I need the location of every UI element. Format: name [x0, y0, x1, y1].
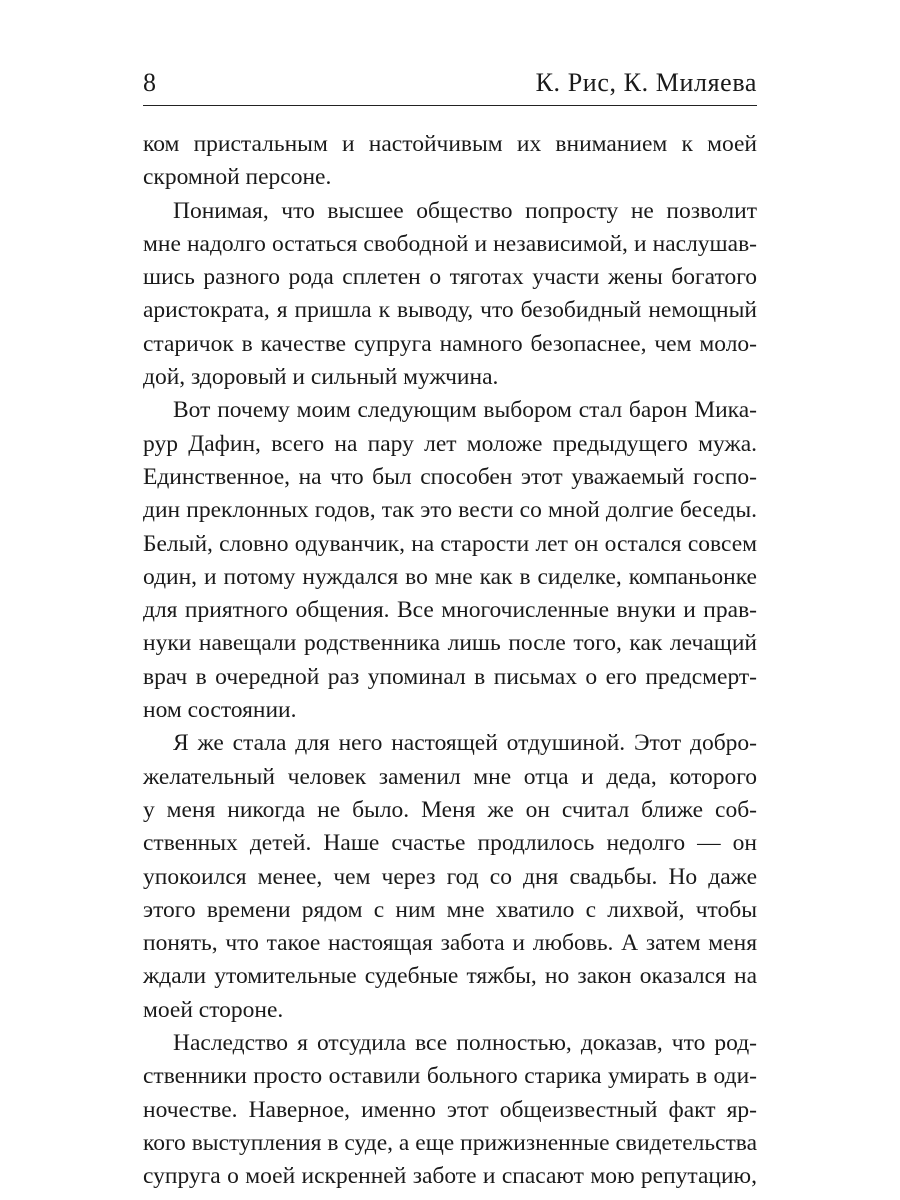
running-head	[143, 66, 757, 100]
text-line: моей стороне.	[143, 996, 284, 1023]
text-line: понять, что такое настоящая забота и любовь. А затем меня	[143, 930, 757, 957]
paragraph	[143, 195, 757, 395]
text-line: ственных детей. Наше счастье продлилось недолго — он	[143, 830, 757, 857]
text-line: Вот почему моим следующим выбором стал барон Мика-	[173, 397, 757, 424]
text-line: врач в очередной раз упоминал в письмах о его предсмерт-	[143, 663, 757, 690]
text-line: ждали утомительные судебные тяжбы, но закон оказался на	[143, 963, 757, 990]
text-line: этого времени рядом с ним мне хватило с лихвой, чтобы	[143, 896, 757, 923]
text-line: аристократа, я пришла к выводу, что безобидный немощный	[143, 297, 757, 324]
text-line: Наследство я отсудила все полностью, доказав, что род-	[173, 1030, 757, 1057]
text-line: нуки навещали родственника лишь после того, как лечащий	[143, 630, 757, 657]
running-title: К. Рис, К. Миляева	[535, 68, 757, 97]
body-text	[143, 128, 757, 1194]
text-line: Белый, словно одуванчик, на старости лет он остался совсем	[143, 530, 757, 557]
text-line: желательный человек заменил мне отца и деда, которого	[143, 763, 757, 790]
text-line: скромной персоне.	[143, 164, 332, 191]
paragraph	[143, 727, 757, 1027]
text-line: у меня никогда не было. Меня же он считал ближе соб-	[143, 796, 757, 823]
text-line: шись разного рода сплетен о тяготах участи жены богатого	[143, 264, 757, 291]
text-line: дой, здоровый и сильный мужчина.	[143, 364, 499, 391]
page-number: 8	[143, 68, 156, 97]
header-rule	[143, 105, 757, 106]
text-line: упокоился менее, чем через год со дня свадьбы. Но даже	[143, 863, 757, 890]
text-line: ственники просто оставили больного старика умирать в оди-	[143, 1063, 757, 1090]
paragraph	[143, 128, 757, 195]
text-line: Понимая, что высшее общество попросту не позволит	[173, 197, 757, 224]
text-line: для приятного общения. Все многочисленные внуки и прав-	[143, 597, 757, 624]
text-line: дин преклонных годов, так это вести со мной долгие беседы.	[143, 497, 757, 524]
text-line: кого выступления в суде, а еще прижизненные свидетельства	[143, 1129, 757, 1156]
text-line: мне надолго остаться свободной и независимой, и наслушав-	[143, 230, 757, 257]
paragraph	[143, 1027, 757, 1193]
text-line: ном состоянии.	[143, 697, 297, 724]
text-line: один, и потому нуждался во мне как в сиделке, компаньонке	[143, 563, 757, 590]
text-line: ночестве. Наверное, именно этот общеизвестный факт яр-	[143, 1096, 757, 1123]
text-line: старичок в качестве супруга намного безопаснее, чем моло-	[143, 330, 757, 357]
text-line: супруга о моей искренней заботе и спасают мою репутацию,	[143, 1163, 757, 1190]
text-line: рур Дафин, всего на пару лет моложе предыдущего мужа.	[143, 430, 757, 457]
text-line: ком пристальным и настойчивым их вниманием к моей	[143, 131, 757, 157]
text-line: Я же стала для него настоящей отдушиной. Этот добро-	[173, 730, 757, 757]
paragraph	[143, 394, 757, 727]
text-line: Единственное, на что был способен этот уважаемый госпо-	[143, 463, 757, 490]
